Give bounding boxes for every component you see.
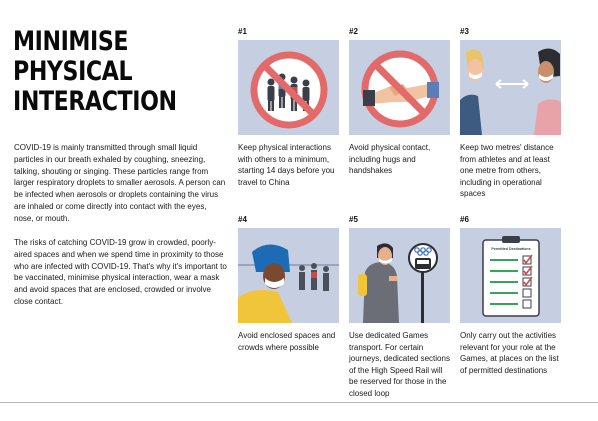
title-line-3: INTERACTION <box>13 86 177 117</box>
card-number: #4 <box>238 215 247 224</box>
card-number: #2 <box>349 27 358 36</box>
card-illustration <box>460 228 561 323</box>
card-illustration <box>460 40 561 135</box>
page-title <box>13 27 177 117</box>
card-illustration <box>349 40 450 135</box>
card-caption: Avoid enclosed spaces and crowds where possible <box>238 331 336 352</box>
card-illustration <box>238 228 339 323</box>
intro-paragraph: COVID-19 is mainly transmitted through small liquid particles in our breath exhaled by coughing, sneezing, talking, shouting or singing. These particles range from larger respiratory droplets to smaller aerosols. A person can be infected when aerosols or droplets containing the virus are inhaled or come directly into contact with the eyes, nose, or mouth. <box>14 143 226 223</box>
card-number: #3 <box>460 27 469 36</box>
card-caption: Keep physical interactions with others to a minimum, starting 14 days before you travel to China <box>238 143 335 187</box>
checklist-icon <box>460 228 561 323</box>
no-groups-icon <box>238 40 339 135</box>
clipboard-title: Permitted Destinations <box>491 247 531 251</box>
card-caption: Avoid physical contact, including hugs and handshakes <box>349 143 431 175</box>
card-caption: Keep two metres' distance from athletes and at least one metre from others, including in operational spaces <box>460 143 554 198</box>
card-caption: Use dedicated Games transport. For certain journeys, dedicated sections of the High Speed Rail will be reserved for those in the closed loop <box>349 331 450 398</box>
distance-icon <box>460 40 561 135</box>
bottom-divider <box>0 402 598 403</box>
card-number: #1 <box>238 27 247 36</box>
card-illustration <box>238 40 339 135</box>
crowd-icon <box>238 228 339 323</box>
card-number: #6 <box>460 215 469 224</box>
card-caption: Only carry out the activities relevant for your role at the Games, at places on the list of permitted destinations <box>460 331 559 375</box>
card-illustration <box>349 228 450 323</box>
card-number: #5 <box>349 215 358 224</box>
risk-paragraph: The risks of catching COVID-19 grow in crowded, poorly-aired spaces and when we spend time in proximity to those who are infected with COVID-19. That's why it's important to be vaccinated, minimise physical interaction, wear a mask and avoid spaces that are enclosed, crowded or involve close contact. <box>14 238 227 306</box>
bus-stop-icon <box>349 228 450 323</box>
title-line-2: PHYSICAL <box>13 56 133 87</box>
no-handshake-icon <box>349 40 450 135</box>
title-line-1: MINIMISE <box>13 26 129 57</box>
